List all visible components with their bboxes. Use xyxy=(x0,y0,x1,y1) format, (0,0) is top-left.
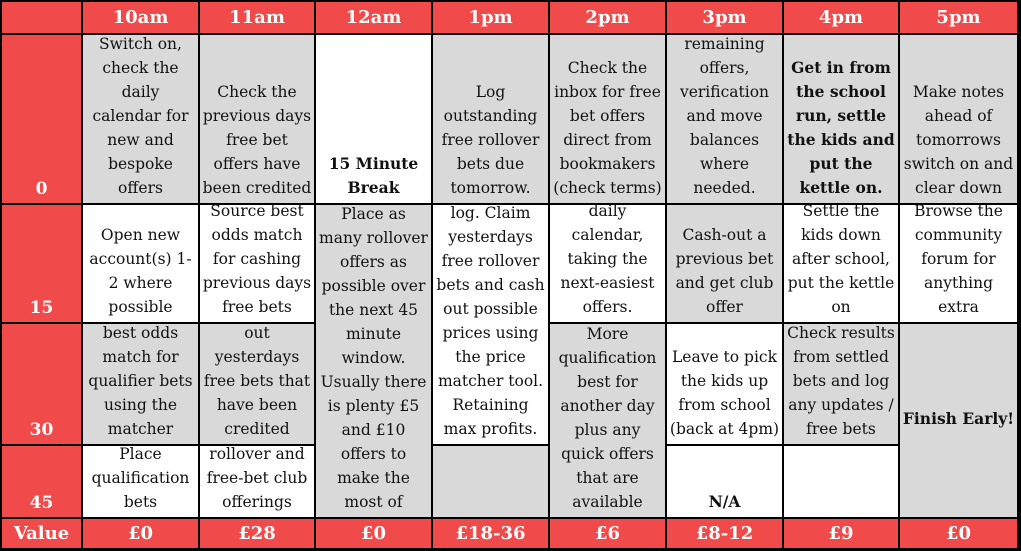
task-cell-5pm-15: Browse the community forum for anything extra xyxy=(900,205,1017,322)
task-cell-10am-30: best odds match for qualifier bets using the matcher xyxy=(83,324,198,444)
task-cell-10am-45: Place qualification bets xyxy=(83,446,198,517)
task-cell-11am-15: Source best odds match for cashing previous days free bets xyxy=(200,205,314,322)
task-cell-4pm-30: Check results from settled bets and log any updates / free bets xyxy=(784,324,898,444)
header-label: 2pm xyxy=(585,6,630,28)
value-3pm: £8-12 xyxy=(667,519,782,548)
row-label-15: 15 xyxy=(2,205,81,322)
task-cell-3pm-15: Cash-out a previous bet and get club offer xyxy=(667,205,782,322)
task-cell-12am-15-45: Place as many rollover offers as possible over the next 45 minute window. Usually there is plenty £5 and £10 offers to make the most of xyxy=(316,205,431,517)
task-cell-1pm-15-30: log. Claim yesterdays free rollover bets and cash out possible prices using the price matcher tool. Retaining max profits. xyxy=(433,205,548,444)
header-label: 10am xyxy=(112,6,169,28)
header-label: 5pm xyxy=(936,6,981,28)
value-12am: £0 xyxy=(316,519,431,548)
value-2pm: £6 xyxy=(550,519,665,548)
header-label: 11am xyxy=(229,6,285,28)
task-cell-10am-0: Switch on, check the daily calendar for new and bespoke offers xyxy=(83,35,198,203)
header-label: 4pm xyxy=(818,6,864,28)
task-cell-11am-30: out yesterdays free bets that have been credited xyxy=(200,324,314,444)
task-cell-2pm-15: daily calendar, taking the next-easiest offers. xyxy=(550,205,665,322)
header-12am xyxy=(316,2,431,33)
header-1pm xyxy=(433,2,548,33)
header-4pm xyxy=(784,2,898,33)
value-1pm: £18-36 xyxy=(433,519,548,548)
value-row-label: Value xyxy=(2,519,81,548)
task-cell-10am-15: Open new account(s) 1-2 where possible xyxy=(83,205,198,322)
task-cell-5pm-30-45: Finish Early! xyxy=(900,324,1017,517)
task-cell-3pm-30: Leave to pick the kids up from school (back at 4pm) xyxy=(667,324,782,444)
header-label: 12am xyxy=(345,6,402,28)
header-label: 1pm xyxy=(468,6,513,28)
row-label-0: 0 xyxy=(2,35,81,203)
row-label-45: 45 xyxy=(2,446,81,517)
value-4pm: £9 xyxy=(784,519,898,548)
task-cell-5pm-0: Make notes ahead of tomorrows switch on and clear down xyxy=(900,35,1017,203)
header-10am xyxy=(83,2,198,33)
task-cell-4pm-15: Settle the kids down after school, put the kettle on xyxy=(784,205,898,322)
task-cell-11am-45: rollover and free-bet club offerings xyxy=(200,446,314,517)
header-3pm xyxy=(667,2,782,33)
header-5pm xyxy=(900,2,1017,33)
header-2pm xyxy=(550,2,665,33)
task-cell-3pm-45: N/A xyxy=(667,446,782,517)
header-11am xyxy=(200,2,314,33)
corner-cell xyxy=(2,2,81,33)
task-cell-4pm-45 xyxy=(784,446,898,517)
task-cell-3pm-0: remaining offers, verification and move balances where needed. xyxy=(667,35,782,203)
header-label: 3pm xyxy=(702,6,747,28)
task-cell-12am-0: 15 Minute Break xyxy=(316,35,431,203)
task-cell-2pm-30-45: More qualification best for another day plus any quick offers that are available xyxy=(550,324,665,517)
task-cell-4pm-0: Get in from the school run, settle the kids and put the kettle on. xyxy=(784,35,898,203)
row-label-30: 30 xyxy=(2,324,81,444)
task-cell-1pm-45 xyxy=(433,446,548,517)
task-cell-1pm-0: Log outstanding free rollover bets due tomorrow. xyxy=(433,35,548,203)
task-cell-11am-0: Check the previous days free bet offers have been credited xyxy=(200,35,314,203)
task-cell-2pm-0: Check the inbox for free bet offers direct from bookmakers (check terms) xyxy=(550,35,665,203)
value-10am: £0 xyxy=(83,519,198,548)
value-5pm: £0 xyxy=(900,519,1017,548)
value-11am: £28 xyxy=(200,519,314,548)
